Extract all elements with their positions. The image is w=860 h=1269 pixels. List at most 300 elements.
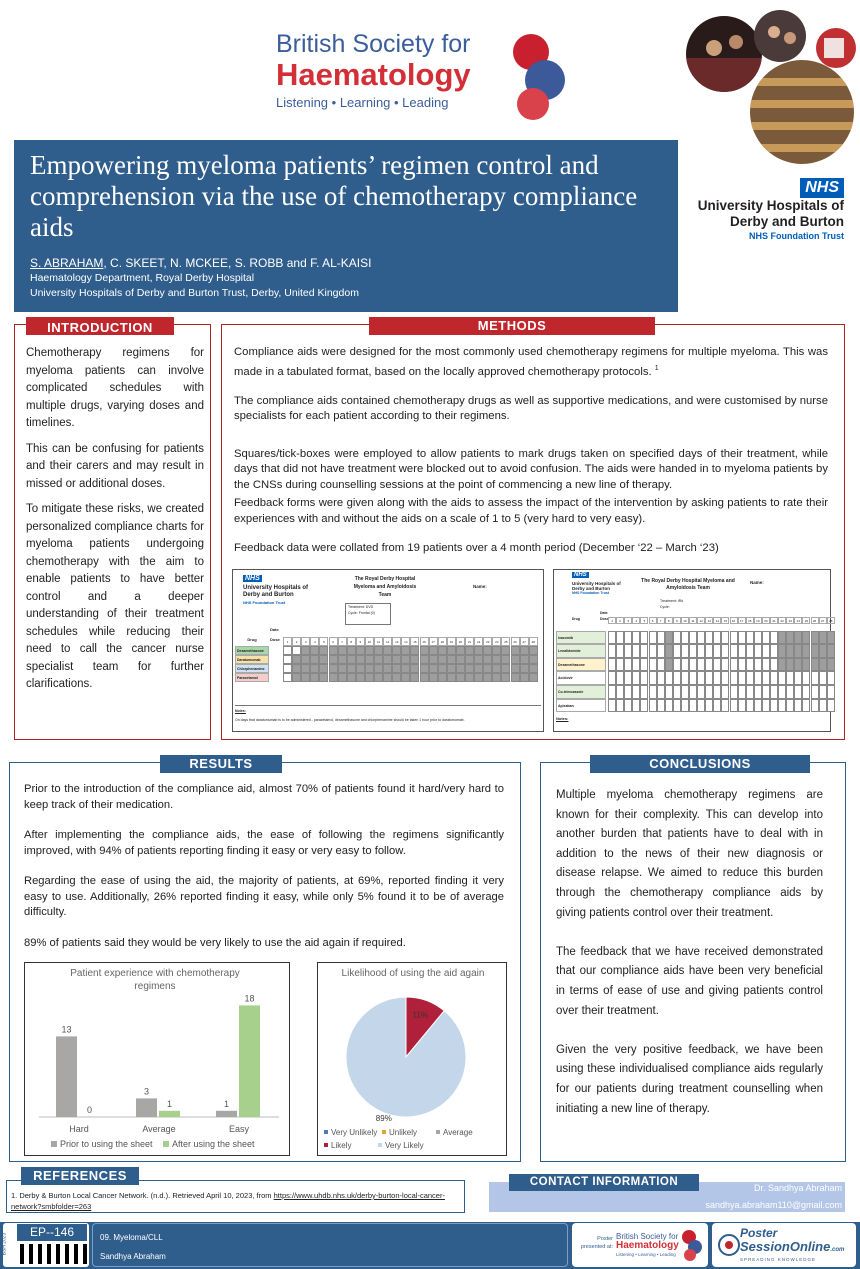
day-cell[interactable]	[632, 671, 640, 685]
day-cell[interactable]	[665, 699, 673, 713]
day-cell[interactable]	[713, 631, 721, 645]
day-cell[interactable]	[754, 631, 762, 645]
day-cell[interactable]	[819, 685, 827, 699]
day-cell[interactable]	[730, 671, 738, 685]
day-cell[interactable]	[319, 646, 328, 655]
day-cell[interactable]	[802, 671, 810, 685]
day-cell[interactable]	[721, 658, 729, 672]
day-cell[interactable]	[827, 644, 835, 658]
day-cell[interactable]	[705, 699, 713, 713]
day-cell[interactable]	[301, 664, 310, 673]
day-cell[interactable]	[292, 664, 301, 673]
day-cell[interactable]	[624, 685, 632, 699]
day-cell[interactable]	[520, 673, 529, 682]
day-cell[interactable]	[786, 699, 794, 713]
day-cell[interactable]	[374, 673, 383, 682]
day-cell[interactable]	[657, 671, 665, 685]
day-cell[interactable]	[673, 658, 681, 672]
day-cell[interactable]	[673, 699, 681, 713]
day-cell[interactable]	[746, 671, 754, 685]
day-cell[interactable]	[420, 655, 429, 664]
day-cell[interactable]	[608, 658, 616, 672]
day-cell[interactable]	[347, 655, 356, 664]
day-cell[interactable]	[483, 646, 492, 655]
day-cell[interactable]	[746, 631, 754, 645]
day-cell[interactable]	[802, 631, 810, 645]
day-cell[interactable]	[649, 631, 657, 645]
day-cell[interactable]	[730, 631, 738, 645]
day-cell[interactable]	[301, 655, 310, 664]
day-cell[interactable]	[392, 655, 401, 664]
day-cell[interactable]	[697, 699, 705, 713]
day-cell[interactable]	[347, 673, 356, 682]
day-cell[interactable]	[794, 699, 802, 713]
day-cell[interactable]	[401, 655, 410, 664]
legend-swatch	[51, 1141, 57, 1147]
day-cell[interactable]	[616, 631, 624, 645]
day-header: 8	[347, 637, 356, 646]
day-cell[interactable]	[713, 685, 721, 699]
day-cell[interactable]	[640, 671, 648, 685]
day-cell[interactable]	[794, 685, 802, 699]
day-cell[interactable]	[730, 699, 738, 713]
day-cell[interactable]	[632, 631, 640, 645]
day-cell[interactable]	[673, 644, 681, 658]
day-cell[interactable]	[762, 644, 770, 658]
day-cell[interactable]	[721, 671, 729, 685]
day-cell[interactable]	[778, 644, 786, 658]
day-cell[interactable]	[705, 671, 713, 685]
day-cell[interactable]	[697, 644, 705, 658]
day-cell[interactable]	[827, 671, 835, 685]
day-cell[interactable]	[632, 644, 640, 658]
day-cell[interactable]	[447, 655, 456, 664]
day-header: 22	[474, 637, 483, 646]
day-cell[interactable]	[520, 655, 529, 664]
day-cell[interactable]	[456, 655, 465, 664]
contact-email[interactable]: sandhya.abraham110@gmail.com	[705, 1200, 842, 1210]
day-cell[interactable]	[529, 655, 538, 664]
day-cell[interactable]	[438, 655, 447, 664]
day-cell[interactable]	[713, 644, 721, 658]
day-cell[interactable]	[754, 644, 762, 658]
day-cell[interactable]	[762, 631, 770, 645]
day-cell[interactable]	[778, 631, 786, 645]
day-cell[interactable]	[802, 658, 810, 672]
day-cell[interactable]	[310, 646, 319, 655]
day-cell[interactable]	[786, 685, 794, 699]
day-cell[interactable]	[529, 673, 538, 682]
day-cell[interactable]	[429, 646, 438, 655]
day-cell[interactable]	[778, 671, 786, 685]
day-cell[interactable]	[608, 671, 616, 685]
bar-average-1	[159, 1111, 180, 1117]
day-cell[interactable]	[474, 673, 483, 682]
day-cell[interactable]	[474, 664, 483, 673]
day-cell[interactable]	[483, 655, 492, 664]
day-cell[interactable]	[649, 699, 657, 713]
day-cell[interactable]	[329, 664, 338, 673]
day-cell[interactable]	[794, 644, 802, 658]
day-cell[interactable]	[616, 671, 624, 685]
day-cell[interactable]	[827, 631, 835, 645]
day-cell[interactable]	[608, 631, 616, 645]
day-cell[interactable]	[608, 685, 616, 699]
day-cell[interactable]	[721, 685, 729, 699]
day-cell[interactable]	[681, 658, 689, 672]
day-cell[interactable]	[338, 664, 347, 673]
day-cell[interactable]	[673, 631, 681, 645]
day-cell[interactable]	[730, 685, 738, 699]
day-cell[interactable]	[786, 631, 794, 645]
day-cell[interactable]	[447, 646, 456, 655]
day-cell[interactable]	[365, 673, 374, 682]
day-cell[interactable]	[501, 655, 510, 664]
day-cell[interactable]	[624, 699, 632, 713]
day-cell[interactable]	[329, 673, 338, 682]
day-cell[interactable]	[438, 646, 447, 655]
day-cell[interactable]	[819, 699, 827, 713]
day-cell[interactable]	[770, 631, 778, 645]
introduction-heading: INTRODUCTION	[26, 317, 174, 335]
day-cell[interactable]	[754, 658, 762, 672]
day-cell[interactable]	[705, 685, 713, 699]
day-cell[interactable]	[802, 699, 810, 713]
day-cell[interactable]	[738, 658, 746, 672]
day-header: 6	[649, 617, 657, 624]
day-cell[interactable]	[811, 658, 819, 672]
day-cell[interactable]	[827, 699, 835, 713]
day-cell[interactable]	[665, 671, 673, 685]
day-cell[interactable]	[721, 699, 729, 713]
day-cell[interactable]	[392, 664, 401, 673]
day-cell[interactable]	[721, 644, 729, 658]
day-cell[interactable]	[657, 685, 665, 699]
day-cell[interactable]	[356, 664, 365, 673]
day-cell[interactable]	[520, 646, 529, 655]
day-cell[interactable]	[447, 664, 456, 673]
day-cell[interactable]	[689, 644, 697, 658]
day-cell[interactable]	[401, 673, 410, 682]
day-cell[interactable]	[492, 646, 501, 655]
day-header: 17	[429, 637, 438, 646]
day-cell[interactable]	[819, 671, 827, 685]
day-cell[interactable]	[356, 673, 365, 682]
day-cell[interactable]	[608, 699, 616, 713]
day-cell[interactable]	[456, 664, 465, 673]
day-cell[interactable]	[681, 644, 689, 658]
day-cell[interactable]	[374, 664, 383, 673]
day-cell[interactable]	[640, 685, 648, 699]
day-cell[interactable]	[657, 699, 665, 713]
pso-line2-dotcom: .com	[830, 1247, 845, 1253]
day-cell[interactable]	[438, 664, 447, 673]
day-cell[interactable]	[383, 673, 392, 682]
day-cell[interactable]	[738, 671, 746, 685]
day-cell[interactable]	[705, 631, 713, 645]
bar-value-label: 3	[143, 1086, 150, 1097]
day-cell[interactable]	[794, 631, 802, 645]
day-cell[interactable]	[520, 664, 529, 673]
day-cell[interactable]	[746, 644, 754, 658]
day-cell[interactable]	[483, 664, 492, 673]
day-cell[interactable]	[811, 644, 819, 658]
day-cell[interactable]	[681, 699, 689, 713]
day-cell[interactable]	[347, 646, 356, 655]
day-cell[interactable]	[681, 631, 689, 645]
day-cell[interactable]	[329, 655, 338, 664]
day-cell[interactable]	[640, 658, 648, 672]
day-cell[interactable]	[689, 699, 697, 713]
day-cell[interactable]	[762, 699, 770, 713]
day-cell[interactable]	[365, 664, 374, 673]
day-cell[interactable]	[697, 671, 705, 685]
day-cell[interactable]	[410, 646, 419, 655]
day-cell[interactable]	[689, 658, 697, 672]
day-cell[interactable]	[429, 655, 438, 664]
day-cell[interactable]	[778, 658, 786, 672]
day-cell[interactable]	[762, 671, 770, 685]
day-cell[interactable]	[689, 671, 697, 685]
day-cell[interactable]	[483, 673, 492, 682]
day-cell[interactable]	[292, 655, 301, 664]
day-header: 1	[283, 637, 292, 646]
day-cell[interactable]	[529, 646, 538, 655]
day-cell[interactable]	[420, 664, 429, 673]
day-cell[interactable]	[301, 646, 310, 655]
day-cell[interactable]	[770, 685, 778, 699]
conclusions-p2: The feedback that we have received demonstrated that our compliance aids have been very beneficial in terms of ease of use and giving patients control over their treatment.	[556, 945, 823, 1017]
day-cell[interactable]	[383, 664, 392, 673]
day-cell[interactable]	[501, 673, 510, 682]
day-cell[interactable]	[492, 673, 501, 682]
day-cell[interactable]	[338, 655, 347, 664]
day-header: 24	[794, 617, 802, 624]
day-cell[interactable]	[640, 631, 648, 645]
day-cell[interactable]	[474, 646, 483, 655]
day-cell[interactable]	[465, 673, 474, 682]
day-cell[interactable]	[657, 631, 665, 645]
day-cell[interactable]	[697, 631, 705, 645]
day-cell[interactable]	[746, 685, 754, 699]
day-cell[interactable]	[689, 631, 697, 645]
day-cell[interactable]	[738, 631, 746, 645]
day-cell[interactable]	[608, 644, 616, 658]
day-cell[interactable]	[786, 658, 794, 672]
day-cell[interactable]	[681, 685, 689, 699]
day-cell[interactable]	[492, 664, 501, 673]
day-cell[interactable]	[697, 658, 705, 672]
day-cell[interactable]	[730, 658, 738, 672]
day-cell[interactable]	[410, 673, 419, 682]
day-cell[interactable]	[310, 655, 319, 664]
day-cell[interactable]	[319, 664, 328, 673]
day-cell[interactable]	[301, 673, 310, 682]
day-cell[interactable]	[770, 644, 778, 658]
day-cell[interactable]	[410, 664, 419, 673]
reference-1-link[interactable]: https://www.uhdb.nhs.uk/derby-burton-local-cancer-network?smbfolder=263	[11, 1191, 445, 1211]
day-cell[interactable]	[383, 655, 392, 664]
day-cell[interactable]	[401, 664, 410, 673]
day-cell[interactable]	[283, 655, 292, 664]
day-cell[interactable]	[616, 658, 624, 672]
day-cell[interactable]	[616, 644, 624, 658]
day-cell[interactable]	[474, 655, 483, 664]
day-cell[interactable]	[705, 658, 713, 672]
day-cell[interactable]	[511, 673, 520, 682]
day-cell[interactable]	[501, 664, 510, 673]
day-cell[interactable]	[338, 673, 347, 682]
day-cell[interactable]	[632, 685, 640, 699]
day-cell[interactable]	[319, 673, 328, 682]
day-cell[interactable]	[746, 699, 754, 713]
day-cell[interactable]	[420, 646, 429, 655]
day-cell[interactable]	[649, 685, 657, 699]
day-cell[interactable]	[762, 658, 770, 672]
day-cell[interactable]	[640, 699, 648, 713]
day-cell[interactable]	[624, 631, 632, 645]
day-cell[interactable]	[456, 673, 465, 682]
day-cell[interactable]	[657, 658, 665, 672]
day-cell[interactable]	[819, 644, 827, 658]
aid2-cycle-label: Cycle:	[660, 605, 670, 609]
day-cell[interactable]	[770, 699, 778, 713]
day-cell[interactable]	[665, 658, 673, 672]
day-cell[interactable]	[738, 699, 746, 713]
day-cell[interactable]	[811, 699, 819, 713]
day-cell[interactable]	[770, 658, 778, 672]
day-cell[interactable]	[713, 671, 721, 685]
day-cell[interactable]	[374, 646, 383, 655]
day-cell[interactable]	[811, 671, 819, 685]
day-cell[interactable]	[283, 664, 292, 673]
day-cell[interactable]	[794, 671, 802, 685]
day-cell[interactable]	[356, 646, 365, 655]
day-cell[interactable]	[746, 658, 754, 672]
day-cell[interactable]	[447, 673, 456, 682]
day-cell[interactable]	[649, 658, 657, 672]
day-cell[interactable]	[665, 631, 673, 645]
day-cell[interactable]	[754, 685, 762, 699]
barcode-bar	[20, 1244, 21, 1264]
day-cell[interactable]	[730, 644, 738, 658]
day-cell[interactable]	[721, 631, 729, 645]
day-cell[interactable]	[429, 673, 438, 682]
day-cell[interactable]	[786, 644, 794, 658]
day-cell[interactable]	[754, 699, 762, 713]
day-cell[interactable]	[365, 646, 374, 655]
day-cell[interactable]	[778, 699, 786, 713]
day-cell[interactable]	[819, 631, 827, 645]
day-cell[interactable]	[401, 646, 410, 655]
day-cell[interactable]	[529, 664, 538, 673]
day-cell[interactable]	[511, 646, 520, 655]
day-cell[interactable]	[673, 671, 681, 685]
day-cell[interactable]	[713, 699, 721, 713]
day-cell[interactable]	[292, 673, 301, 682]
day-cell[interactable]	[640, 644, 648, 658]
day-cell[interactable]	[811, 631, 819, 645]
day-cell[interactable]	[657, 644, 665, 658]
day-cell[interactable]	[410, 655, 419, 664]
day-cell[interactable]	[319, 655, 328, 664]
day-cell[interactable]	[778, 685, 786, 699]
day-cell[interactable]	[665, 685, 673, 699]
day-cell[interactable]	[802, 644, 810, 658]
day-cell[interactable]	[705, 644, 713, 658]
poster-id-box	[3, 1223, 89, 1267]
day-cell[interactable]	[827, 685, 835, 699]
day-header: 11	[374, 637, 383, 646]
day-cell[interactable]	[292, 646, 301, 655]
day-cell[interactable]	[616, 685, 624, 699]
day-cell[interactable]	[501, 646, 510, 655]
day-cell[interactable]	[624, 644, 632, 658]
day-cell[interactable]	[738, 685, 746, 699]
day-cell[interactable]	[438, 673, 447, 682]
day-cell[interactable]	[770, 671, 778, 685]
day-cell[interactable]	[649, 671, 657, 685]
day-cell[interactable]	[420, 673, 429, 682]
day-cell[interactable]	[624, 671, 632, 685]
day-cell[interactable]	[811, 685, 819, 699]
day-cell[interactable]	[819, 658, 827, 672]
day-cell[interactable]	[374, 655, 383, 664]
day-cell[interactable]	[689, 685, 697, 699]
day-cell[interactable]	[310, 673, 319, 682]
day-cell[interactable]	[465, 655, 474, 664]
day-cell[interactable]	[794, 658, 802, 672]
day-cell[interactable]	[283, 646, 292, 655]
day-cell[interactable]	[283, 673, 292, 682]
day-cell[interactable]	[511, 664, 520, 673]
day-cell[interactable]	[624, 658, 632, 672]
day-cell[interactable]	[511, 655, 520, 664]
day-cell[interactable]	[383, 646, 392, 655]
day-cell[interactable]	[681, 671, 689, 685]
day-cell[interactable]	[697, 685, 705, 699]
day-cell[interactable]	[649, 644, 657, 658]
day-cell[interactable]	[310, 664, 319, 673]
day-cell[interactable]	[492, 655, 501, 664]
day-cell[interactable]	[392, 646, 401, 655]
day-cell[interactable]	[338, 646, 347, 655]
day-cell[interactable]	[365, 655, 374, 664]
day-cell[interactable]	[616, 699, 624, 713]
aid2-grid	[554, 570, 832, 733]
day-cell[interactable]	[827, 658, 835, 672]
day-cell[interactable]	[347, 664, 356, 673]
day-cell[interactable]	[738, 644, 746, 658]
day-cell[interactable]	[802, 685, 810, 699]
day-cell[interactable]	[465, 646, 474, 655]
day-cell[interactable]	[713, 658, 721, 672]
day-cell[interactable]	[632, 699, 640, 713]
day-cell[interactable]	[786, 671, 794, 685]
day-cell[interactable]	[329, 646, 338, 655]
day-cell[interactable]	[632, 658, 640, 672]
day-cell[interactable]	[673, 685, 681, 699]
bsh-logo-line2: Haematology	[276, 57, 471, 92]
day-cell[interactable]	[356, 655, 365, 664]
day-cell[interactable]	[392, 673, 401, 682]
day-cell[interactable]	[754, 671, 762, 685]
day-cell[interactable]	[665, 644, 673, 658]
day-cell[interactable]	[456, 646, 465, 655]
day-cell[interactable]	[465, 664, 474, 673]
day-cell[interactable]	[762, 685, 770, 699]
day-cell[interactable]	[429, 664, 438, 673]
